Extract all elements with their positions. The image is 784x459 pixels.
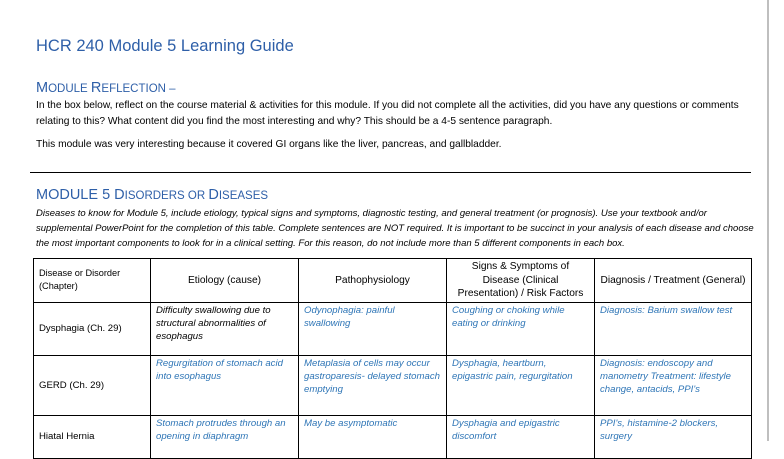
reflection-heading-rest: ODULE [48,83,91,95]
disease-name-cell: Hiatal Hernia [34,415,151,458]
disease-name-cell: GERD (Ch. 29) [34,355,151,415]
header-etiology: Etiology (cause) [151,259,299,303]
disorders-intro: Diseases to know for Module 5, include etiology, typical signs and symptoms, diagnostic testing, and general treatment (or prognosis). Use your textbook and/or supplemental PowerPoint for the completion of this table. Complete sentences are NOT required. It is important to be succinct in your analysis of each disease and choose the most important components to look for in a clinical setting. For this reason, do not include more than 5 different components in each box. [36,208,754,249]
disorders-heading-cap: D [208,187,219,203]
disorders-heading-main: MODULE 5 D [36,187,125,203]
table-header-row [34,259,752,303]
pathophysiology-cell[interactable]: Odynophagia: painful swallowing [299,302,447,355]
section-divider [30,172,751,173]
disorders-heading-sc2: ISEASES [218,190,269,202]
reflection-heading-cap: M [36,80,49,96]
disease-name-cell: Dysphagia (Ch. 29) [34,302,151,355]
header-diagnosis-treatment: Diagnosis / Treatment (General) [595,259,752,303]
reflection-heading [36,80,176,96]
disorders-heading [36,187,268,203]
pathophysiology-cell[interactable]: Metaplasia of cells may occur gastroparesis- delayed stomach emptying [299,355,447,415]
disease-table [33,258,752,459]
reflection-heading-rest2: EFLECTION – [101,83,176,95]
diagnosis-cell[interactable]: PPI's, histamine-2 blockers, surgery [595,415,752,458]
signs-cell[interactable]: Dysphagia, heartburn, epigastric pain, regurgitation [447,355,595,415]
reflection-answer[interactable]: This module was very interesting because it covered GI organs like the liver, pancreas, and gallbladder. [36,139,502,150]
pathophysiology-cell[interactable]: May be asymptomatic [299,415,447,458]
table-row [34,302,752,355]
diagnosis-cell[interactable]: Diagnosis: Barium swallow test [595,302,752,355]
header-disease: Disease or Disorder (Chapter) [34,259,151,303]
disorders-heading-sc1: ISORDERS OR [124,190,209,202]
reflection-heading-cap2: R [90,80,102,96]
table-row [34,415,752,458]
etiology-cell[interactable]: Regurgitation of stomach acid into esophagus [151,355,299,415]
document-title: HCR 240 Module 5 Learning Guide [36,37,294,55]
signs-cell[interactable]: Coughing or choking while eating or drinking [447,302,595,355]
diagnosis-cell[interactable]: Diagnosis: endoscopy and manometry Treatment: lifestyle change, antacids, PPI's [595,355,752,415]
reflection-prompt: In the box below, reflect on the course material & activities for this module. If you did not complete all the activities, did you have any questions or comments relating to this? What content did you find the most interesting and why? This should be a 4-5 sentence paragraph. [36,100,739,127]
header-signs-symptoms: Signs & Symptoms of Disease (Clinical Presentation) / Risk Factors [447,259,595,303]
etiology-cell[interactable]: Difficulty swallowing due to structural abnormalities of esophagus [151,302,299,355]
signs-cell[interactable]: Dysphagia and epigastric discomfort [447,415,595,458]
header-pathophysiology: Pathophysiology [299,259,447,303]
etiology-cell[interactable]: Stomach protrudes through an opening in diaphragm [151,415,299,458]
table-row [34,355,752,415]
